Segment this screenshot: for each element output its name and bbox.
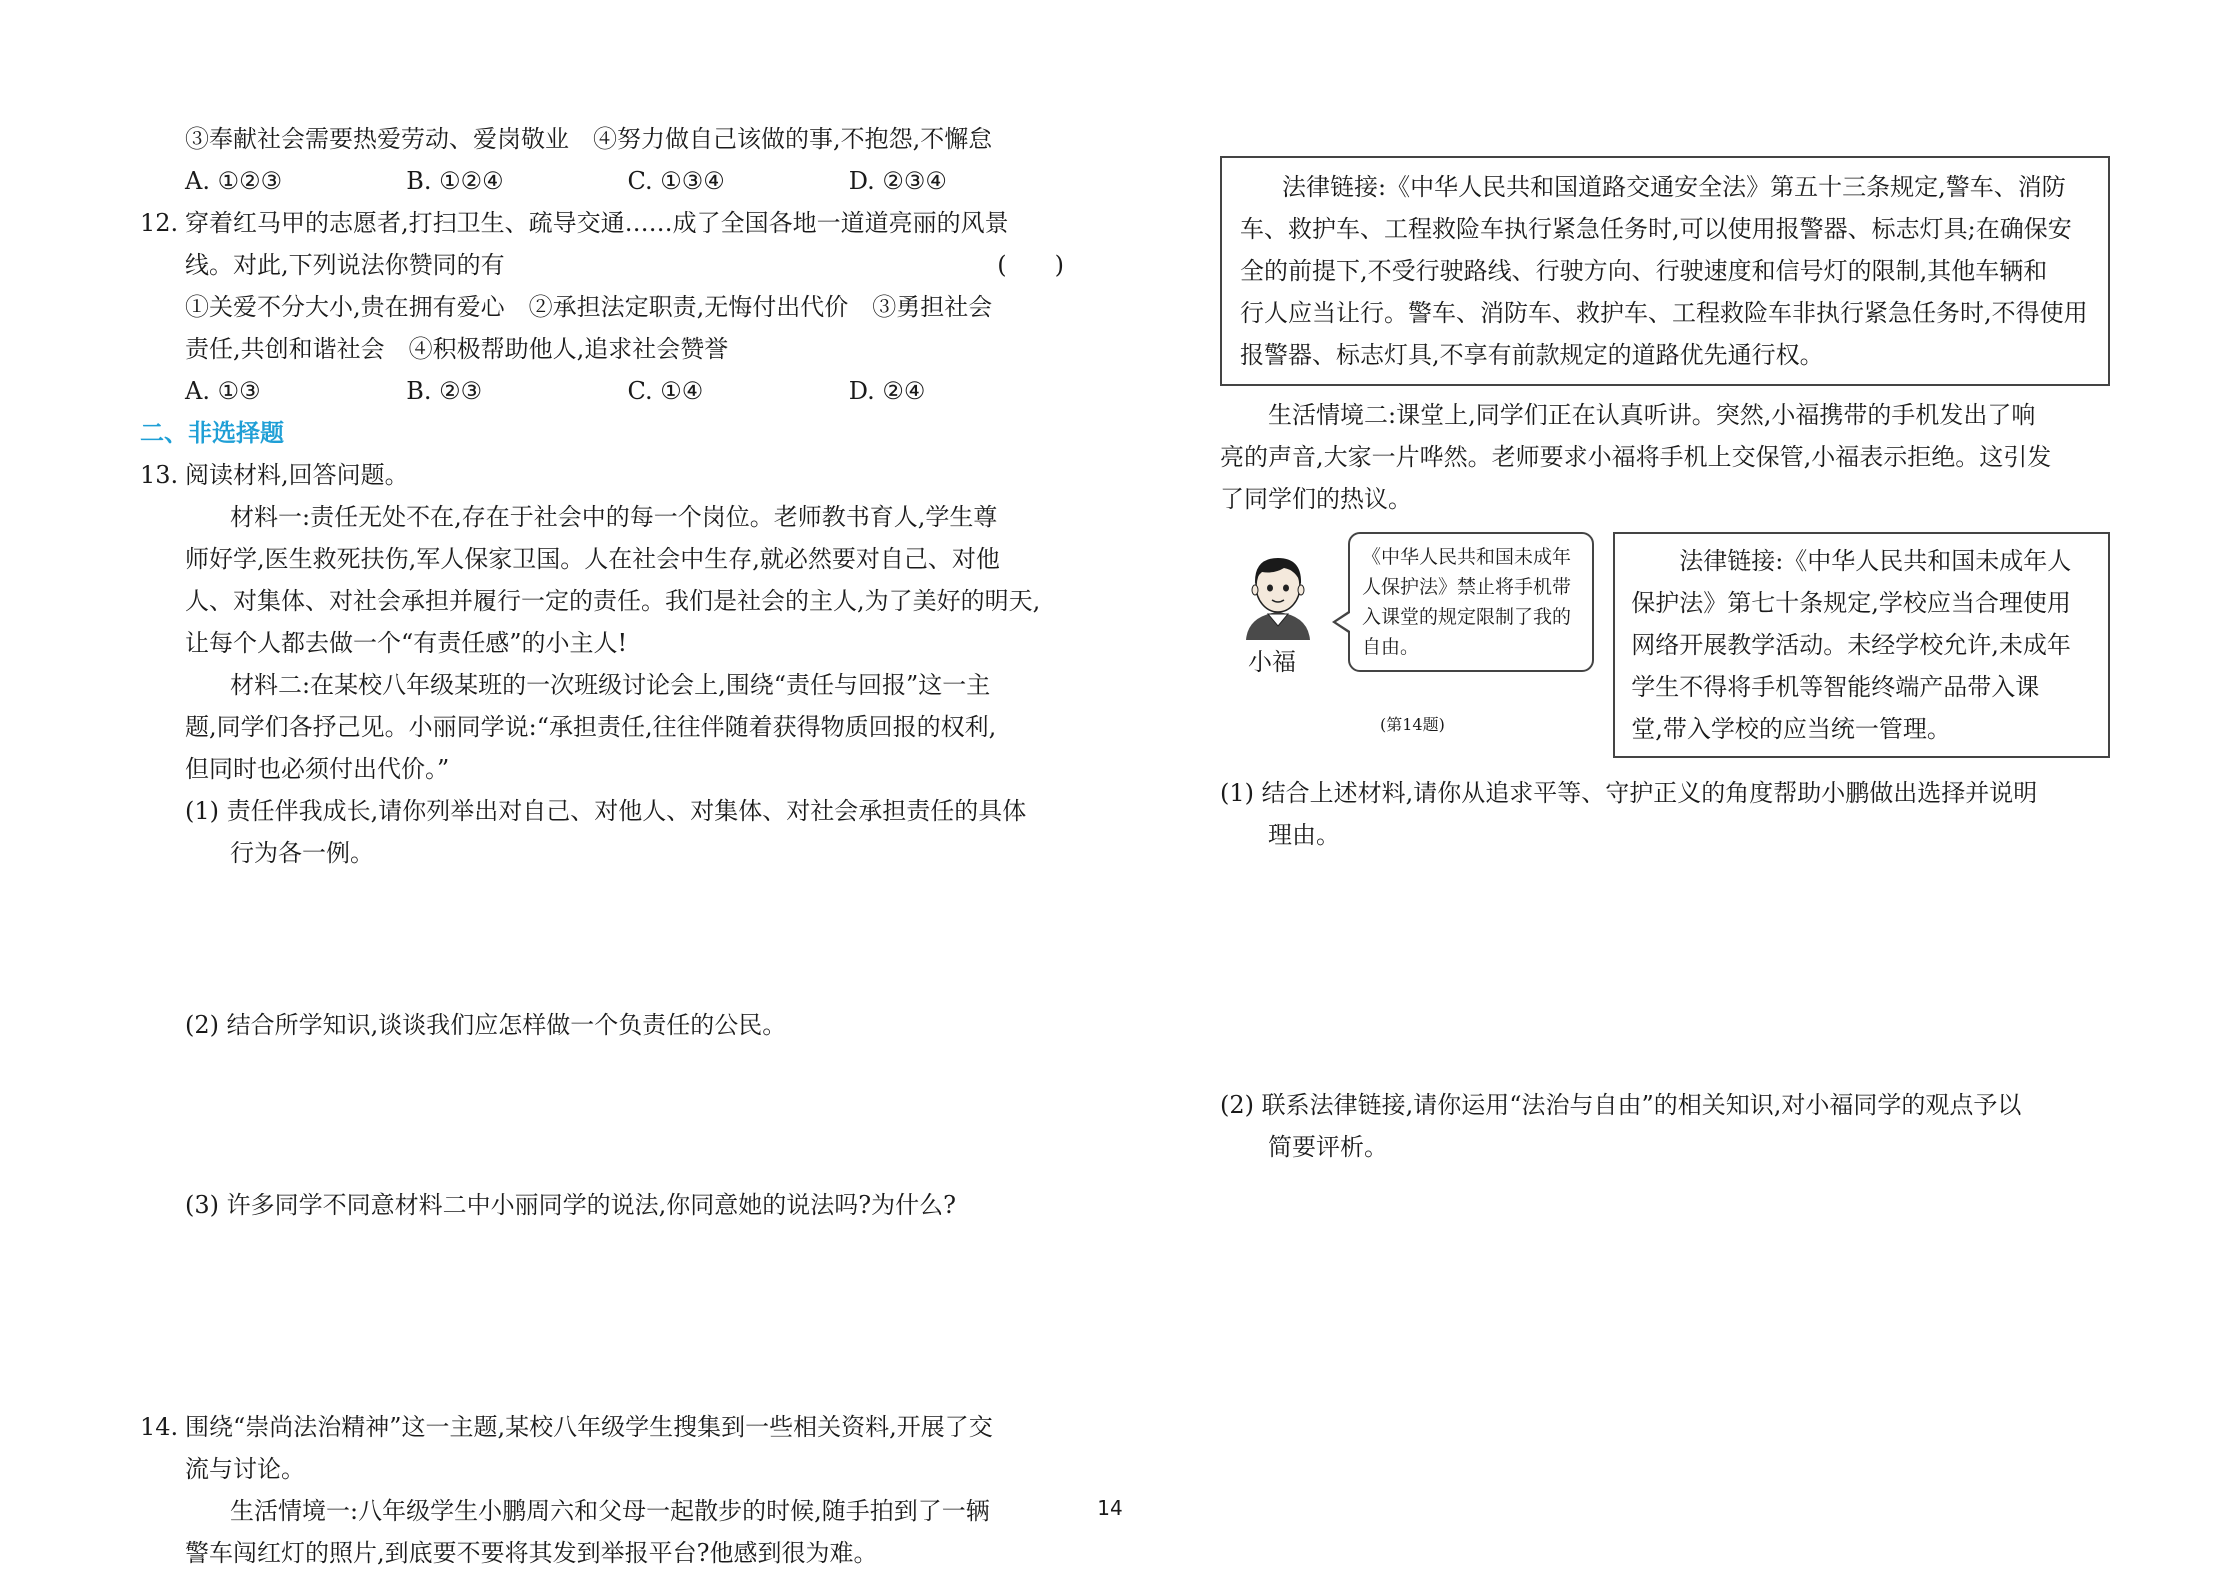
q12-option-b: B. ②③ xyxy=(406,377,483,405)
law1-line: 行人应当让行。警车、消防车、救护车、工程救险车非执行紧急任务时,不得使用 xyxy=(1240,299,2088,327)
q13-material1-line: 让每个人都去做一个“有责任感”的小主人! xyxy=(185,629,628,657)
law2-line: 保护法》第七十条规定,学校应当合理使用 xyxy=(1631,589,2071,617)
speech-bubble: 《中华人民共和国未成年人保护法》禁止将手机带入课堂的规定限制了我的自由。 xyxy=(1348,532,1594,672)
q12-line-1: 12. 穿着红马甲的志愿者,打扫卫生、疏导交通……成了全国各地一道道亮丽的风景 xyxy=(140,202,1070,244)
speech-bubble-tail-inner xyxy=(1336,613,1350,631)
q13-sub2: (2) 结合所学知识,谈谈我们应怎样做一个负责任的公民。 xyxy=(185,1011,787,1039)
q13-material2-line: 但同时也必须付出代价。” xyxy=(185,755,450,783)
q14-sub1-answer-space[interactable] xyxy=(1220,856,2110,1084)
q14-sub1-line-1: (1) 结合上述材料,请你从追求平等、守护正义的角度帮助小鹏做出选择并说明 xyxy=(1220,779,2038,807)
q11-option-a: A. ①②③ xyxy=(185,167,283,195)
q13-stem: 13. 阅读材料,回答问题。 xyxy=(140,454,1070,496)
q11-option-c: C. ①③④ xyxy=(627,167,725,195)
q12-option-c: C. ①④ xyxy=(627,377,704,405)
situation2-line: 亮的声音,大家一片哗然。老师要求小福将手机上交保管,小福表示拒绝。这引发 xyxy=(1220,443,2052,471)
q13-material1-line: 师好学,医生救死扶伤,军人保家卫国。人在社会中生存,就必然要对自己、对他 xyxy=(185,545,1000,573)
q14-number: 14. xyxy=(140,1413,179,1441)
q14-line-2: 流与讨论。 xyxy=(185,1455,305,1483)
q13-sub1-line-2: 行为各一例。 xyxy=(230,839,374,867)
situation2-line: 了同学们的热议。 xyxy=(1220,485,1412,513)
q13-sub3: (3) 许多同学不同意材料二中小丽同学的说法,你同意她的说法吗?为什么? xyxy=(185,1191,956,1219)
figure-caption: (第14题) xyxy=(1380,715,1445,734)
q11-options xyxy=(140,160,1070,202)
q12-number: 12. xyxy=(140,209,179,237)
law2-line: 堂,带入学校的应当统一管理。 xyxy=(1631,715,1951,743)
q13-sub2-answer-space[interactable] xyxy=(140,1046,1070,1184)
q14-figure-row xyxy=(1220,532,2110,758)
q13-sub1-line-1: (1) 责任伴我成长,请你列举出对自己、对他人、对集体、对社会承担责任的具体 xyxy=(185,797,1027,825)
law1-line: 全的前提下,不受行驶路线、行驶方向、行驶速度和信号灯的限制,其他车辆和 xyxy=(1240,257,2048,285)
q14-situation1-line: 警车闯红灯的照片,到底要不要将其发到举报平台?他感到很为难。 xyxy=(185,1539,878,1567)
q14-sub2-line-2: 简要评析。 xyxy=(1268,1133,1388,1161)
q12-line-3: ①关爱不分大小,贵在拥有爱心 ②承担法定职责,无悔付出代价 ③勇担社会 xyxy=(185,293,993,321)
q13-sub1-answer-space[interactable] xyxy=(140,874,1070,1004)
q11-statement-tail: ③奉献社会需要热爱劳动、爱岗敬业 ④努力做自己该做的事,不抱怨,不懈怠 xyxy=(185,125,993,153)
law-link-box-minors xyxy=(1613,532,2110,758)
q11-option-b: B. ①②④ xyxy=(406,167,504,195)
q14-sub1-line-2: 理由。 xyxy=(1268,821,1340,849)
q12-options xyxy=(140,370,1070,412)
boy-name-label: 小福 xyxy=(1248,648,1296,676)
law1-line: 报警器、标志灯具,不享有前款规定的道路优先通行权。 xyxy=(1240,341,1824,369)
q13-material2-line: 材料二:在某校八年级某班的一次班级讨论会上,围绕“责任与回报”这一主 xyxy=(230,671,991,699)
q13-material2-line: 题,同学们各抒己见。小丽同学说:“承担责任,往往伴随着获得物质回报的权利, xyxy=(185,713,997,741)
q14-line-1: 14. 围绕“崇尚法治精神”这一主题,某校八年级学生搜集到一些相关资料,开展了交 xyxy=(140,1406,1070,1448)
law1-line: 法律链接:《中华人民共和国道路交通安全法》第五十三条规定,警车、消防 xyxy=(1282,173,2066,201)
law1-line: 车、救护车、工程救险车执行紧急任务时,可以使用报警器、标志灯具;在确保安 xyxy=(1240,215,2072,243)
law2-line: 法律链接:《中华人民共和国未成年人 xyxy=(1679,547,2072,575)
q13-number: 13. xyxy=(140,461,179,489)
right-column xyxy=(1220,156,2110,1168)
q12-option-d: D. ②④ xyxy=(848,377,926,405)
q14-situation1-line: 生活情境一:八年级学生小鹏周六和父母一起散步的时候,随手拍到了一辆 xyxy=(230,1497,990,1525)
q14-figure xyxy=(1220,532,1607,752)
boy-illustration-icon xyxy=(1238,550,1318,640)
q12-line-2: 线。对此,下列说法你赞同的有 ( ) xyxy=(140,244,1070,286)
section-title-non-choice: 二、非选择题 xyxy=(140,419,284,447)
law-link-box-traffic xyxy=(1220,156,2110,386)
law2-line: 网络开展教学活动。未经学校允许,未成年 xyxy=(1631,631,2071,659)
q11-option-d: D. ②③④ xyxy=(848,167,947,195)
q13-material1-line: 人、对集体、对社会承担并履行一定的责任。我们是社会的主人,为了美好的明天, xyxy=(185,587,1041,615)
q13-material1-line: 材料一:责任无处不在,存在于社会中的每一个岗位。老师教书育人,学生尊 xyxy=(230,503,998,531)
q12-line-4: 责任,共创和谐社会 ④积极帮助他人,追求社会赞誉 xyxy=(185,335,729,363)
left-column xyxy=(140,118,1070,1574)
q12-option-a: A. ①③ xyxy=(185,377,261,405)
situation2-line: 生活情境二:课堂上,同学们正在认真听讲。突然,小福携带的手机发出了响 xyxy=(1268,401,2036,429)
q12-answer-blank: ( ) xyxy=(997,251,1064,279)
q14-sub2-line-1: (2) 联系法律链接,请你运用“法治与自由”的相关知识,对小福同学的观点予以 xyxy=(1220,1091,2022,1119)
page-number: 14 xyxy=(1097,1496,1123,1520)
q13-sub3-answer-space[interactable] xyxy=(140,1226,1070,1406)
law2-line: 学生不得将手机等智能终端产品带入课 xyxy=(1631,673,2040,701)
